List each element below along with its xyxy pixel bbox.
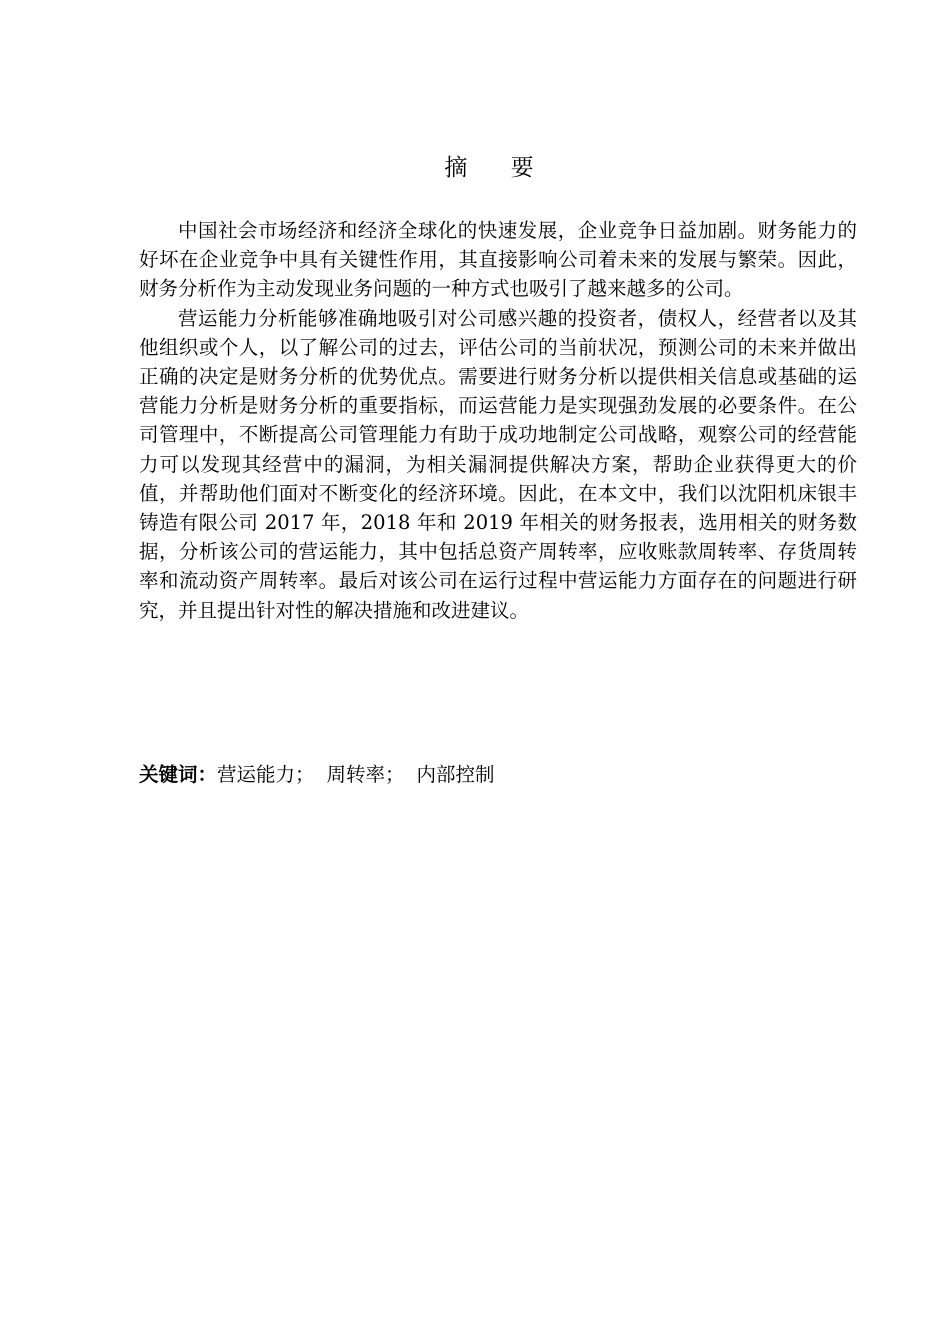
abstract-body [139,216,857,625]
abstract-paragraph-2: 营运能力分析能够准确地吸引对公司感兴趣的投资者，债权人，经营者以及其他组织或个人，以了解公司的过去，评估公司的当前状况，预测公司的未来并做出正确的决定是财务分析的优势优点。需要进行财务分析以提供相关信息或基础的运营能力分析是财务分析的重要指标，而运营能力是实现强劲发展的必要条件。在公司管理中，不断提高公司管理能力有助于成功地制定公司战略，观察公司的经营能力可以发现其经营中的漏洞，为相关漏洞提供解决方案，帮助企业获得更大的价值，并帮助他们面对不断变化的经济环境。因此，在本文中，我们以沈阳机床银丰铸造有限公司 2017 年，2018 年和 2019 年相关的财务报表，选用相关的财务数据，分析该公司的营运能力，其中包括总资产周转率，应收账款周转率、存货周转率和流动资产周转率。最后对该公司在运行过程中营运能力方面存在的问题进行研究，并且提出针对性的解决措施和改进建议。 [139,306,857,622]
keyword-item: 内部控制 [416,763,495,786]
keyword-item: 营运能力； [217,763,315,786]
keywords-label: 关键词： [139,763,218,786]
keyword-item: 周转率； [326,763,405,786]
keywords-line [139,760,495,790]
abstract-paragraph-1: 中国社会市场经济和经济全球化的快速发展，企业竞争日益加剧。财务能力的好坏在企业竞争中具有关键性作用，其直接影响公司着未来的发展与繁荣。因此，财务分析作为主动发现业务问题的一种方式也吸引了越来越多的公司。 [139,219,857,301]
page-title: 摘 要 [444,155,552,181]
